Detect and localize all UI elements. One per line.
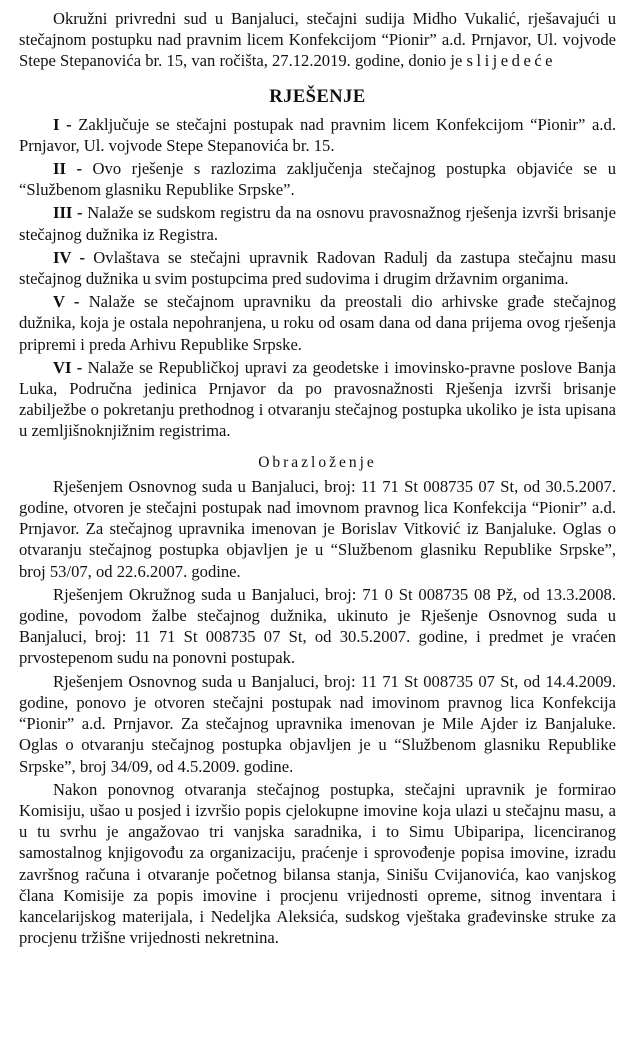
item-text: Nalaže se stečajnom upravniku da preostali dio arhivske građe stečajnog dužnika, koja je ostala nepohranjena, u roku od osam dana od dana prijema ovog rješenja pripremi i preda Arhivu Republike Srpske. (19, 292, 616, 354)
item-text: Nalaže se sudskom registru da na osnovu pravosnažnog rješenja izvrši brisanje stečajnog dužnika iz Registra. (19, 203, 616, 244)
item-number: IV - (53, 247, 85, 267)
item-number: I - (53, 114, 72, 134)
decision-item-4 (19, 247, 616, 289)
reasoning-paragraph-1: Rješenjem Osnovnog suda u Banjaluci, broj: 11 71 St 008735 07 St, od 30.5.2007. godine, otvoren je stečajni postupak nad imovnom pravnog lica Konfekcija “Pionir” a.d. Prnjavor. Za stečajnog upravnika imenovan je Borislav Vitković iz Banjaluke. Oglas o otvaranju stečajnog postupka objavljen je u “Službenom glasniku Republike Srpske”, broj 53/07, od 22.6.2007. godine. (19, 476, 616, 581)
decision-item-6 (19, 357, 616, 442)
reasoning-heading: Obrazloženje (258, 453, 377, 471)
item-number: V - (53, 292, 80, 312)
item-text: Zaključuje se stečajni postupak nad pravnim licem Konfekcijom “Pionir” a.d. Prnjavor, Ul. vojvode Stepe Stepanovića br. 15. (19, 114, 616, 155)
decision-item-3 (19, 202, 616, 244)
decision-item-1 (19, 114, 616, 156)
reasoning-paragraph-4: Nakon ponovnog otvaranja stečajnog postupka, stečajni upravnik je formirao Komisiju, ušao u posjed i izvršio popis cjelokupne imovine koja ulazi u stečajnu masu, a u tu svrhu je angažovao tri vanjska saradnika, i to Simu Ubiparipa, licenciranog samostalnog knjigovođu za organizaciju, praćenje i sprovođenje popisa imovine, izradu završnog računa i otvaranje početnog bilansa stanja, Sinišu Cvijanovića, kao vanjskog člana Komisije za popis imovine i procjenu vrijednosti opreme, sitnog inventara i kancelarijskog materijala, i Nedeljka Aleksića, sudskog vještaka građevinske struke za procjenu tržišne vrijednosti nekretnina. (19, 779, 616, 948)
item-number: III - (53, 203, 83, 223)
intro-text: Okružni privredni sud u Banjaluci, stečajni sudija Midho Vukalić, rješavajući u stečajnom postupku nad pravnim licem Konfekcijom “Pionir” a.d. Prnjavor, Ul. vojvode Stepe Stepanovića br. 15, van ročišta, 27.12.2019. godine, donio je (19, 9, 616, 71)
decision-item-5 (19, 291, 616, 355)
decision-item-2 (19, 158, 616, 200)
reasoning-paragraph-3: Rješenjem Osnovnog suda u Banjaluci, broj: 11 71 St 008735 07 St, od 14.4.2009. godine, ponovo je otvoren stečajni postupak nad imovinom pravnog lica Konfekcija “Pionir” a.d. Prnjavor. Za stečajnog upravnika imenovan je Mile Ajder iz Banjaluke. Oglas o otvaranju stečajnog postupka objavljen je u “Službenom glasniku Republike Srpske”, broj 34/09, od 4.5.2009. godine. (19, 671, 616, 776)
item-text: Ovlaštava se stečajni upravnik Radovan Radulj da zastupa stečajnu masu stečajnog dužnika u svim postupcima pred sudovima i drugim državnim organima. (19, 247, 616, 289)
document-page (19, 8, 616, 950)
reasoning-paragraph-2: Rješenjem Okružnog suda u Banjaluci, broj: 71 0 St 008735 08 Pž, od 13.3.2008. godine, povodom žalbe stečajnog dužnika, ukinuto je Rješenje Osnovnog suda u Banjaluci, broj: 11 71 St 008735 07 St, od 30.5.2007. godine, i predmet je vraćen prvostepenom sudu na ponovni postupak. (19, 584, 616, 668)
item-text: Nalaže se Republičkoj upravi za geodetske i imovinsko-pravne poslove Banja Luka, Područna jedinica Prnjavor da po pravosnažnosti Rješenja izvrši brisanje zabilježbe o pokretanju prethodnog i otvaranju stečajnog postupka ukoliko je ista upisana u zemljišnoknjižnim registrima. (19, 357, 616, 441)
intro-spaced-word: slijedeće (466, 51, 557, 71)
item-number: VI - (53, 357, 83, 377)
intro-paragraph (19, 8, 616, 72)
item-text: Ovo rješenje s razlozima zaključenja stečajnog postupka objaviće se u “Službenom glasniku Republike Srpske”. (19, 159, 617, 200)
item-number: II - (53, 159, 82, 179)
decision-heading: RJEŠENJE (269, 86, 366, 107)
